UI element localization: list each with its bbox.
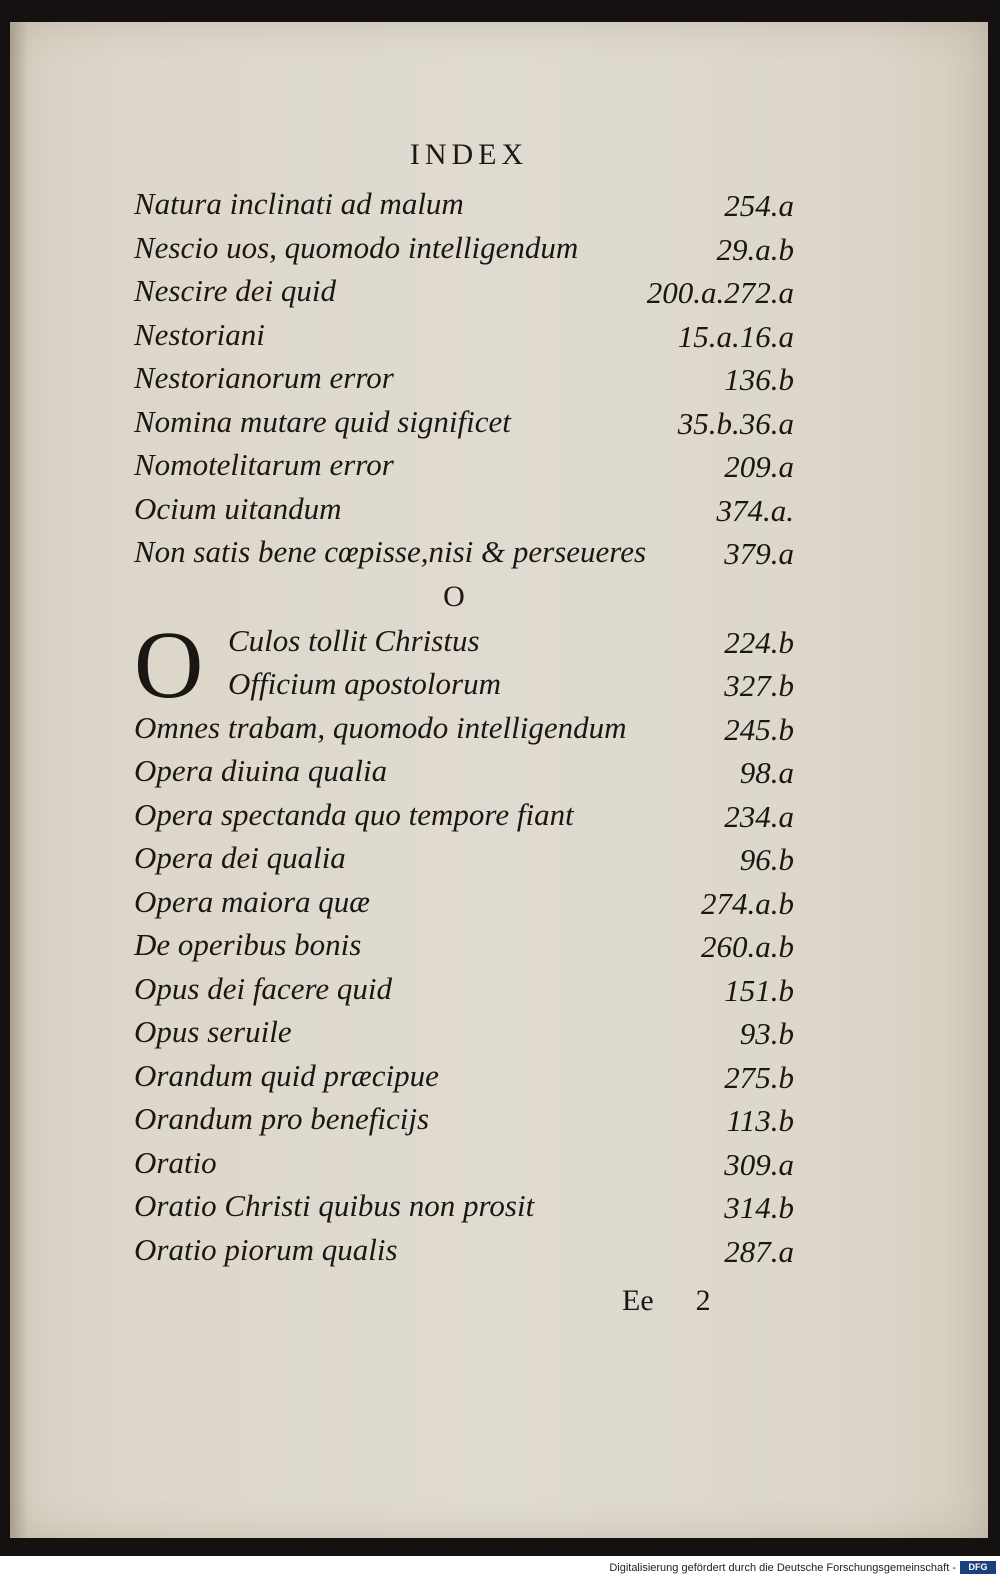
entry-page-ref: 224.b (724, 624, 794, 660)
section-letter-o: O (443, 579, 465, 613)
entry-term: Natura inclinati ad malum (134, 186, 464, 221)
index-entry (134, 923, 794, 967)
index-entry (134, 1228, 794, 1272)
dfg-logo-icon: DFG (960, 1561, 996, 1574)
entry-page-ref: 379.a (724, 536, 794, 571)
entry-term: Officium apostolorum (228, 666, 501, 701)
entry-page-ref: 314.b (724, 1190, 794, 1225)
entries-o-section (134, 706, 794, 1272)
page-spine-shadow (10, 22, 28, 1538)
entry-page-ref: 209.a (724, 449, 794, 484)
entry-term: Opus seruile (134, 1014, 292, 1049)
entry-page-ref: 96.b (739, 842, 794, 877)
entry-page-ref: 136.b (724, 362, 794, 397)
index-entry (134, 269, 794, 313)
entry-page-ref: 260.a.b (701, 929, 794, 964)
entry-term: Opera diuina qualia (134, 753, 388, 788)
book-page (10, 22, 988, 1538)
entry-page-ref: 374.a. (716, 492, 794, 528)
entry-term: Non satis bene cœpisse,nisi & perseueres (134, 534, 647, 569)
index-entry (134, 443, 794, 487)
signature-number: 2 (695, 1284, 711, 1317)
entry-page-ref: 254.a (724, 188, 794, 223)
index-entry (134, 967, 794, 1011)
index-entry (134, 1141, 794, 1185)
dropcap-letter: O (134, 610, 204, 718)
entry-term: Oratio Christi quibus non prosit (134, 1188, 535, 1223)
index-entry (134, 662, 794, 706)
entry-term: Nomotelitarum error (134, 447, 394, 482)
entry-page-ref: 93.b (739, 1016, 794, 1051)
entry-page-ref: 245.b (724, 711, 794, 747)
index-entry (134, 836, 794, 880)
entry-term: Oratio (134, 1144, 217, 1180)
entry-term: Opus dei facere quid (134, 970, 392, 1006)
entry-page-ref: 200.a.272.a (646, 275, 794, 310)
running-header: INDEX (409, 138, 529, 171)
entries-n-section (134, 182, 794, 574)
entry-page-ref: 309.a (724, 1146, 794, 1182)
index-entry (134, 1097, 794, 1141)
entry-page-ref: 275.b (724, 1059, 794, 1095)
entry-term: Nestoriani (134, 316, 265, 352)
entry-page-ref: 151.b (724, 972, 794, 1008)
index-entry (134, 400, 794, 444)
entry-page-ref: 113.b (726, 1103, 794, 1138)
index-entry (134, 530, 794, 574)
entry-page-ref: 274.a.b (701, 885, 794, 921)
entry-term: Nestorianorum error (134, 360, 394, 395)
entry-page-ref: 327.b (724, 668, 794, 703)
entry-page-ref: 29.a.b (716, 231, 794, 267)
funding-notice: Digitalisierung gefördert durch die Deutsche Forschungsgemeinschaft - (609, 1562, 956, 1574)
index-entry (134, 487, 794, 531)
index-entries (134, 182, 794, 1271)
entry-term: Nomina mutare quid significet (134, 403, 511, 439)
entry-term: Omnes trabam, quomodo intelligendum (134, 709, 627, 745)
entry-page-ref: 287.a (724, 1233, 794, 1269)
index-entry (134, 749, 794, 793)
index-entry (134, 793, 794, 837)
dropcap-block (134, 610, 794, 718)
entry-term: Opera maiora quæ (134, 883, 370, 919)
index-entry (134, 1010, 794, 1054)
entry-term: De operibus bonis (134, 927, 362, 962)
index-entry (134, 226, 794, 270)
index-entry (134, 619, 794, 663)
index-entry (134, 1184, 794, 1228)
entry-term: Opera dei qualia (134, 840, 346, 875)
entry-term: Nescire dei quid (134, 273, 337, 308)
index-entry (134, 182, 794, 226)
signature-letters: Ee (622, 1284, 654, 1317)
signature-mark (622, 1284, 711, 1318)
entry-term: Nescio uos, quomodo intelligendum (134, 229, 579, 265)
index-entry (134, 706, 794, 750)
entry-term: Culos tollit Christus (228, 622, 480, 658)
index-entry (134, 1054, 794, 1098)
entry-term: Oratio piorum qualis (134, 1231, 398, 1267)
entry-page-ref: 35.b.36.a (677, 405, 794, 441)
entry-term: Ocium uitandum (134, 490, 342, 526)
index-entry (134, 880, 794, 924)
entry-term: Orandum pro beneficijs (134, 1101, 430, 1136)
entry-term: Orandum quid præcipue (134, 1057, 439, 1093)
footer-strip (0, 1556, 1000, 1578)
entry-page-ref: 15.a.16.a (677, 318, 794, 354)
entry-term: Opera spectanda quo tempore fiant (134, 796, 574, 832)
index-entry (134, 313, 794, 357)
index-entry (134, 356, 794, 400)
entry-page-ref: 234.a (724, 798, 794, 834)
entry-page-ref: 98.a (739, 755, 794, 790)
